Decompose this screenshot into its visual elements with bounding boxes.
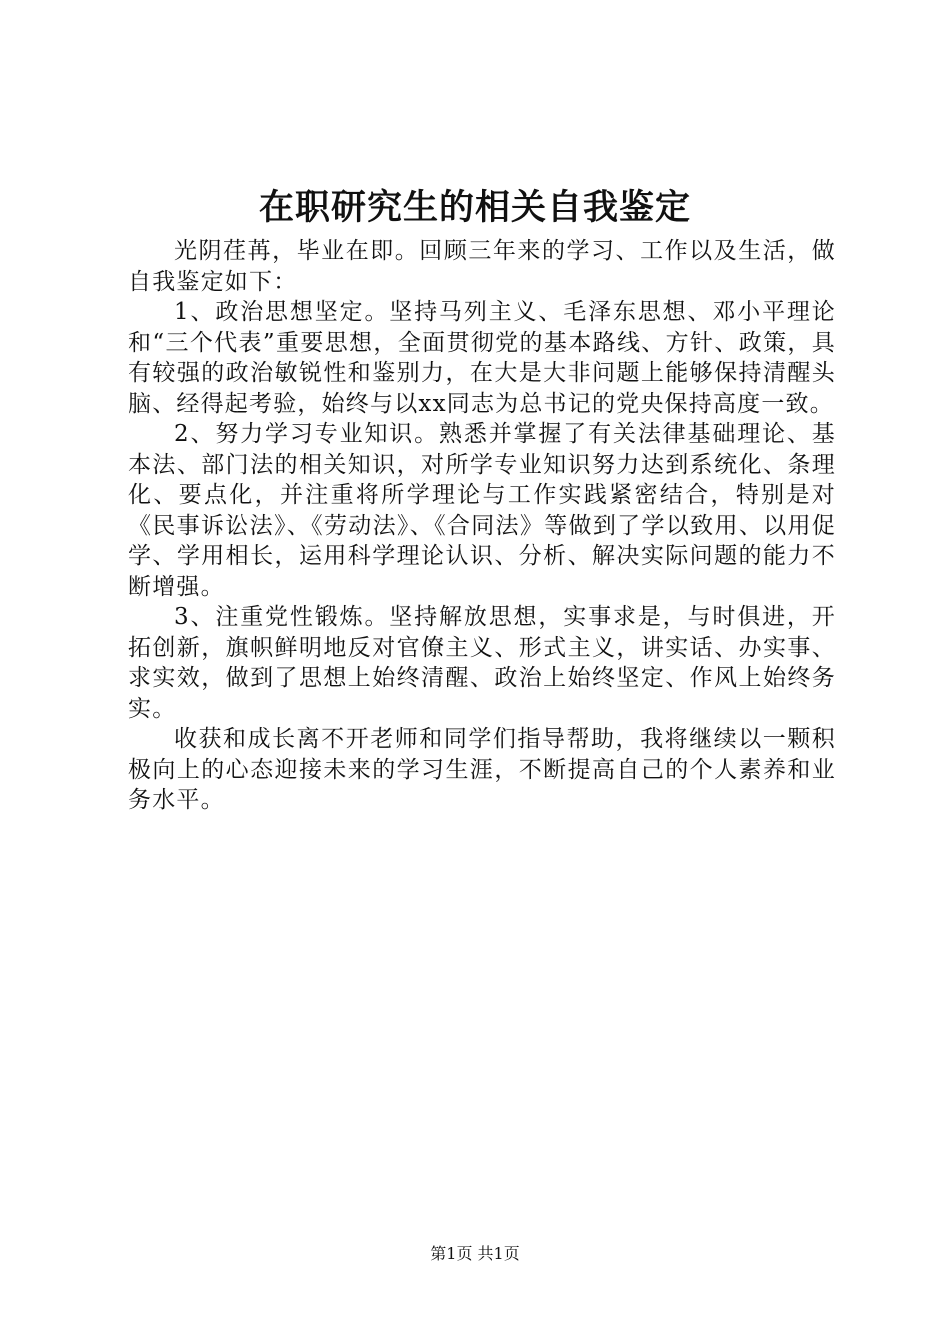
- paragraph-conclusion: 收获和成长离不开老师和同学们指导帮助，我将继续以一颗积极向上的心态迎接未来的学习生涯，不断提高自己的个人素养和业务水平。: [128, 726, 836, 813]
- paragraph-party: 3、注重党性锻炼。坚持解放思想，实事求是，与时俱进，开拓创新，旗帜鲜明地反对官僚主义、形式主义，讲实话、办实事、求实效，做到了思想上始终清醒、政治上始终坚定、作风上始终务实。: [128, 604, 836, 722]
- page-footer: 第1页 共1页: [430, 1244, 520, 1263]
- document-body: [128, 236, 836, 816]
- paragraph-political: 1、政治思想坚定。坚持马列主义、毛泽东思想、邓小平理论和“三个代表”重要思想，全面贯彻党的基本路线、方针、政策，具有较强的政治敏锐性和鉴别力，在大是大非问题上能够保持清醒头脑、经得起考验，始终与以xx同志为总书记的党央保持高度一致。: [128, 299, 836, 417]
- paragraph-intro: 光阴荏苒，毕业在即。回顾三年来的学习、工作以及生活，做自我鉴定如下：: [128, 238, 836, 295]
- paragraph-study: 2、努力学习专业知识。熟悉并掌握了有关法律基础理论、基本法、部门法的相关知识，对所学专业知识努力达到系统化、条理化、要点化，并注重将所学理论与工作实践紧密结合，特别是对《民事诉讼法》、《劳动法》、《合同法》等做到了学以致用、以用促学、学用相长，运用科学理论认识、分析、解决实际问题的能力不断增强。: [128, 421, 836, 600]
- document-title: 在职研究生的相关自我鉴定: [258, 187, 691, 228]
